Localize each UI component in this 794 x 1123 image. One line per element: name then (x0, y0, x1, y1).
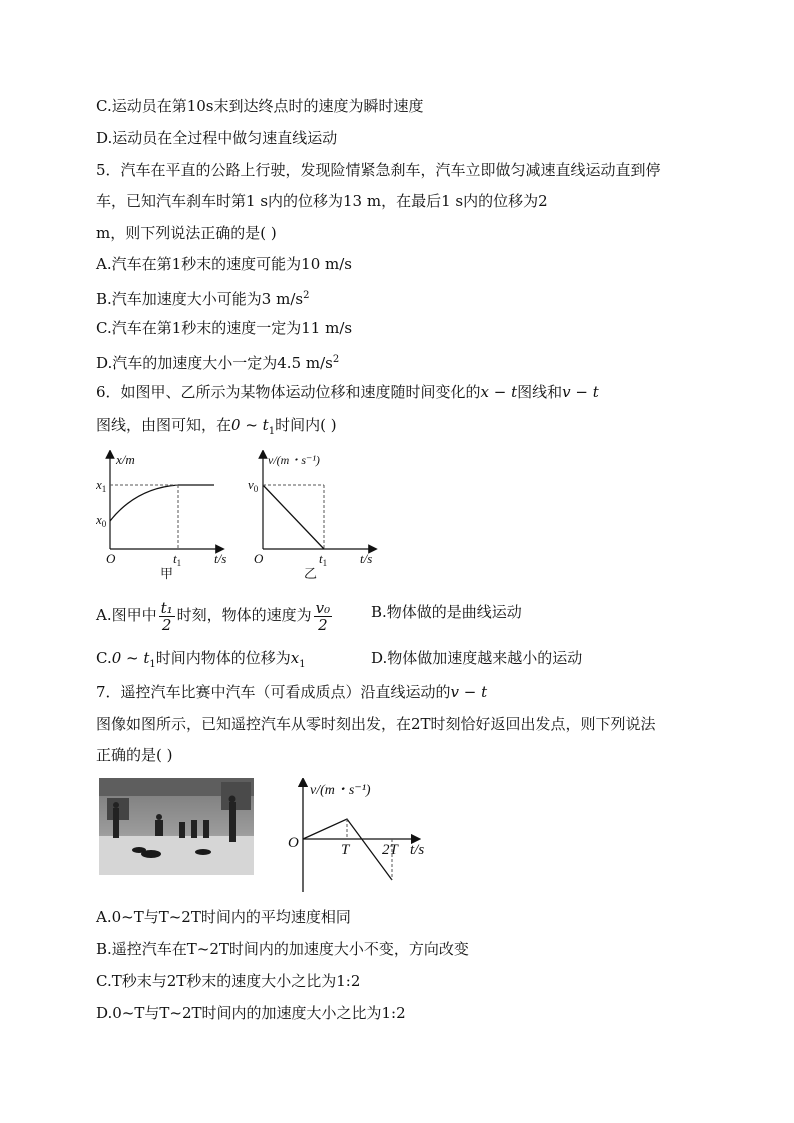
q7-photo (99, 778, 254, 875)
q5-option-b (96, 286, 309, 309)
q4-option-d: D.运动员在全过程中做匀速直线运动 (96, 129, 338, 147)
q6-option-a-text1: A.图甲中 (96, 606, 157, 624)
q7-graph-2T: 2T (382, 842, 398, 858)
q6-stem-text1: 6．如图甲、乙所示为某物体运动位移和速度随时间变化的 (96, 383, 481, 401)
q6-option-c-text1: C. (96, 649, 112, 667)
graph-jia-t1: $t_1$ (173, 551, 182, 568)
graph-yi-caption: 乙 (304, 566, 318, 581)
q6-option-d: D.物体做加速度越来越小的运动 (371, 649, 583, 667)
graph-yi-t1: $t_1$ (319, 551, 328, 568)
q5-option-d (96, 350, 339, 373)
q7-graph-ylabel: v/(m・s⁻¹) (310, 783, 371, 798)
q7-graph-origin: O (288, 835, 299, 851)
q5-option-b-sup: 2 (303, 290, 310, 301)
q6-option-a-text2: 时刻，物体的速度为 (176, 606, 312, 624)
q6-stem-text4: 时间内( ) (275, 416, 337, 434)
graph-yi-ylabel: v/(m・s⁻¹) (268, 453, 320, 467)
q5-option-d-sup: 2 (332, 354, 340, 365)
q6-option-c-range: 0 ~ t (111, 649, 150, 667)
q7-graph-xlabel: t/s (410, 842, 425, 858)
q6-stem-text2: 图线和 (517, 383, 563, 401)
graph-jia-ylabel: x/m (116, 452, 135, 467)
q7-stem-line3: 正确的是( ) (96, 746, 173, 764)
q6-option-c-sub: 1 (149, 659, 156, 670)
q6-option-b: B.物体做的是曲线运动 (371, 603, 522, 621)
q6-xt: x − t (480, 383, 518, 401)
q6-graph-jia (96, 450, 246, 585)
q5-option-d-text: D.汽车的加速度大小一定为4.5 m/s (96, 354, 333, 372)
q7-option-b: B.遥控汽车在T~2T时间内的加速度大小不变，方向改变 (96, 940, 469, 958)
q5-stem-line3: m，则下列说法正确的是( ) (96, 224, 277, 242)
graph-yi-xlabel: t/s (360, 551, 373, 566)
q5-stem-line1: 5．汽车在平直的公路上行驶，发现险情紧急刹车，汽车立即做匀减速直线运动直到停 (96, 161, 661, 179)
graph-jia-x1: $x_1$ (96, 477, 107, 494)
graph-jia-origin: O (106, 551, 116, 566)
q5-option-c: C.汽车在第1秒末的速度一定为11 m/s (96, 319, 353, 337)
q7-option-d: D.0~T与T~2T时间内的加速度大小之比为1:2 (96, 1004, 406, 1022)
graph-jia-caption: 甲 (160, 566, 174, 581)
q5-stem-line2: 车，已知汽车刹车时第1 s内的位移为13 m，在最后1 s内的位移为2 (96, 192, 548, 210)
graph-yi-line (263, 485, 324, 549)
graph-yi-v0: $v_0$ (248, 477, 259, 494)
q6-option-a-frac1: $\frac{\text{t₁}}{2}$ (160, 598, 173, 634)
graph-jia-xlabel: t/s (214, 551, 227, 566)
q6-option-c-x: x (290, 649, 300, 667)
q6-range: 0 ~ t (231, 416, 269, 434)
q6-vt: v − t (562, 383, 599, 401)
q5-option-a: A.汽车在第1秒末的速度可能为10 m/s (96, 255, 352, 273)
q5-option-b-text: B.汽车加速度大小可能为3 m/s (96, 290, 304, 308)
q7-graph (286, 778, 436, 896)
graph-yi-origin: O (254, 551, 264, 566)
q7-graph-T: T (341, 842, 350, 858)
q7-stem-text1: 7．遥控汽车比赛中汽车（可看成质点）沿直线运动的 (96, 683, 451, 701)
q4-option-c: C.运动员在第10s末到达终点时的速度为瞬时速度 (96, 97, 424, 115)
q7-vt: v − t (450, 683, 488, 701)
q7-option-a: A.0~T与T~2T时间内的平均速度相同 (96, 908, 351, 926)
q6-stem-line2 (96, 415, 337, 442)
q7-stem-line2: 图像如图所示，已知遥控汽车从零时刻出发，在2T时刻恰好返回出发点，则下列说法 (96, 715, 656, 733)
q7-option-c: C.T秒末与2T秒末的速度大小之比为1:2 (96, 972, 361, 990)
q6-range-sub: 1 (268, 426, 276, 437)
graph-jia-x0: $x_0$ (96, 512, 107, 529)
q6-stem-line1 (96, 382, 599, 402)
q6-option-c-xsub: 1 (299, 659, 306, 670)
q6-option-a (96, 598, 334, 633)
q7-stem-line1 (96, 682, 487, 702)
q6-stem-text3: 图线，由图可知，在 (96, 416, 232, 434)
graph-jia-curve (110, 485, 214, 521)
q6-option-c-text2: 时间内物体的位移为 (155, 649, 291, 667)
q6-option-a-frac2: $\frac{\text{v₀}}{2}$ (315, 598, 331, 634)
q6-option-c (96, 648, 306, 675)
q6-graph-yi (246, 450, 386, 585)
